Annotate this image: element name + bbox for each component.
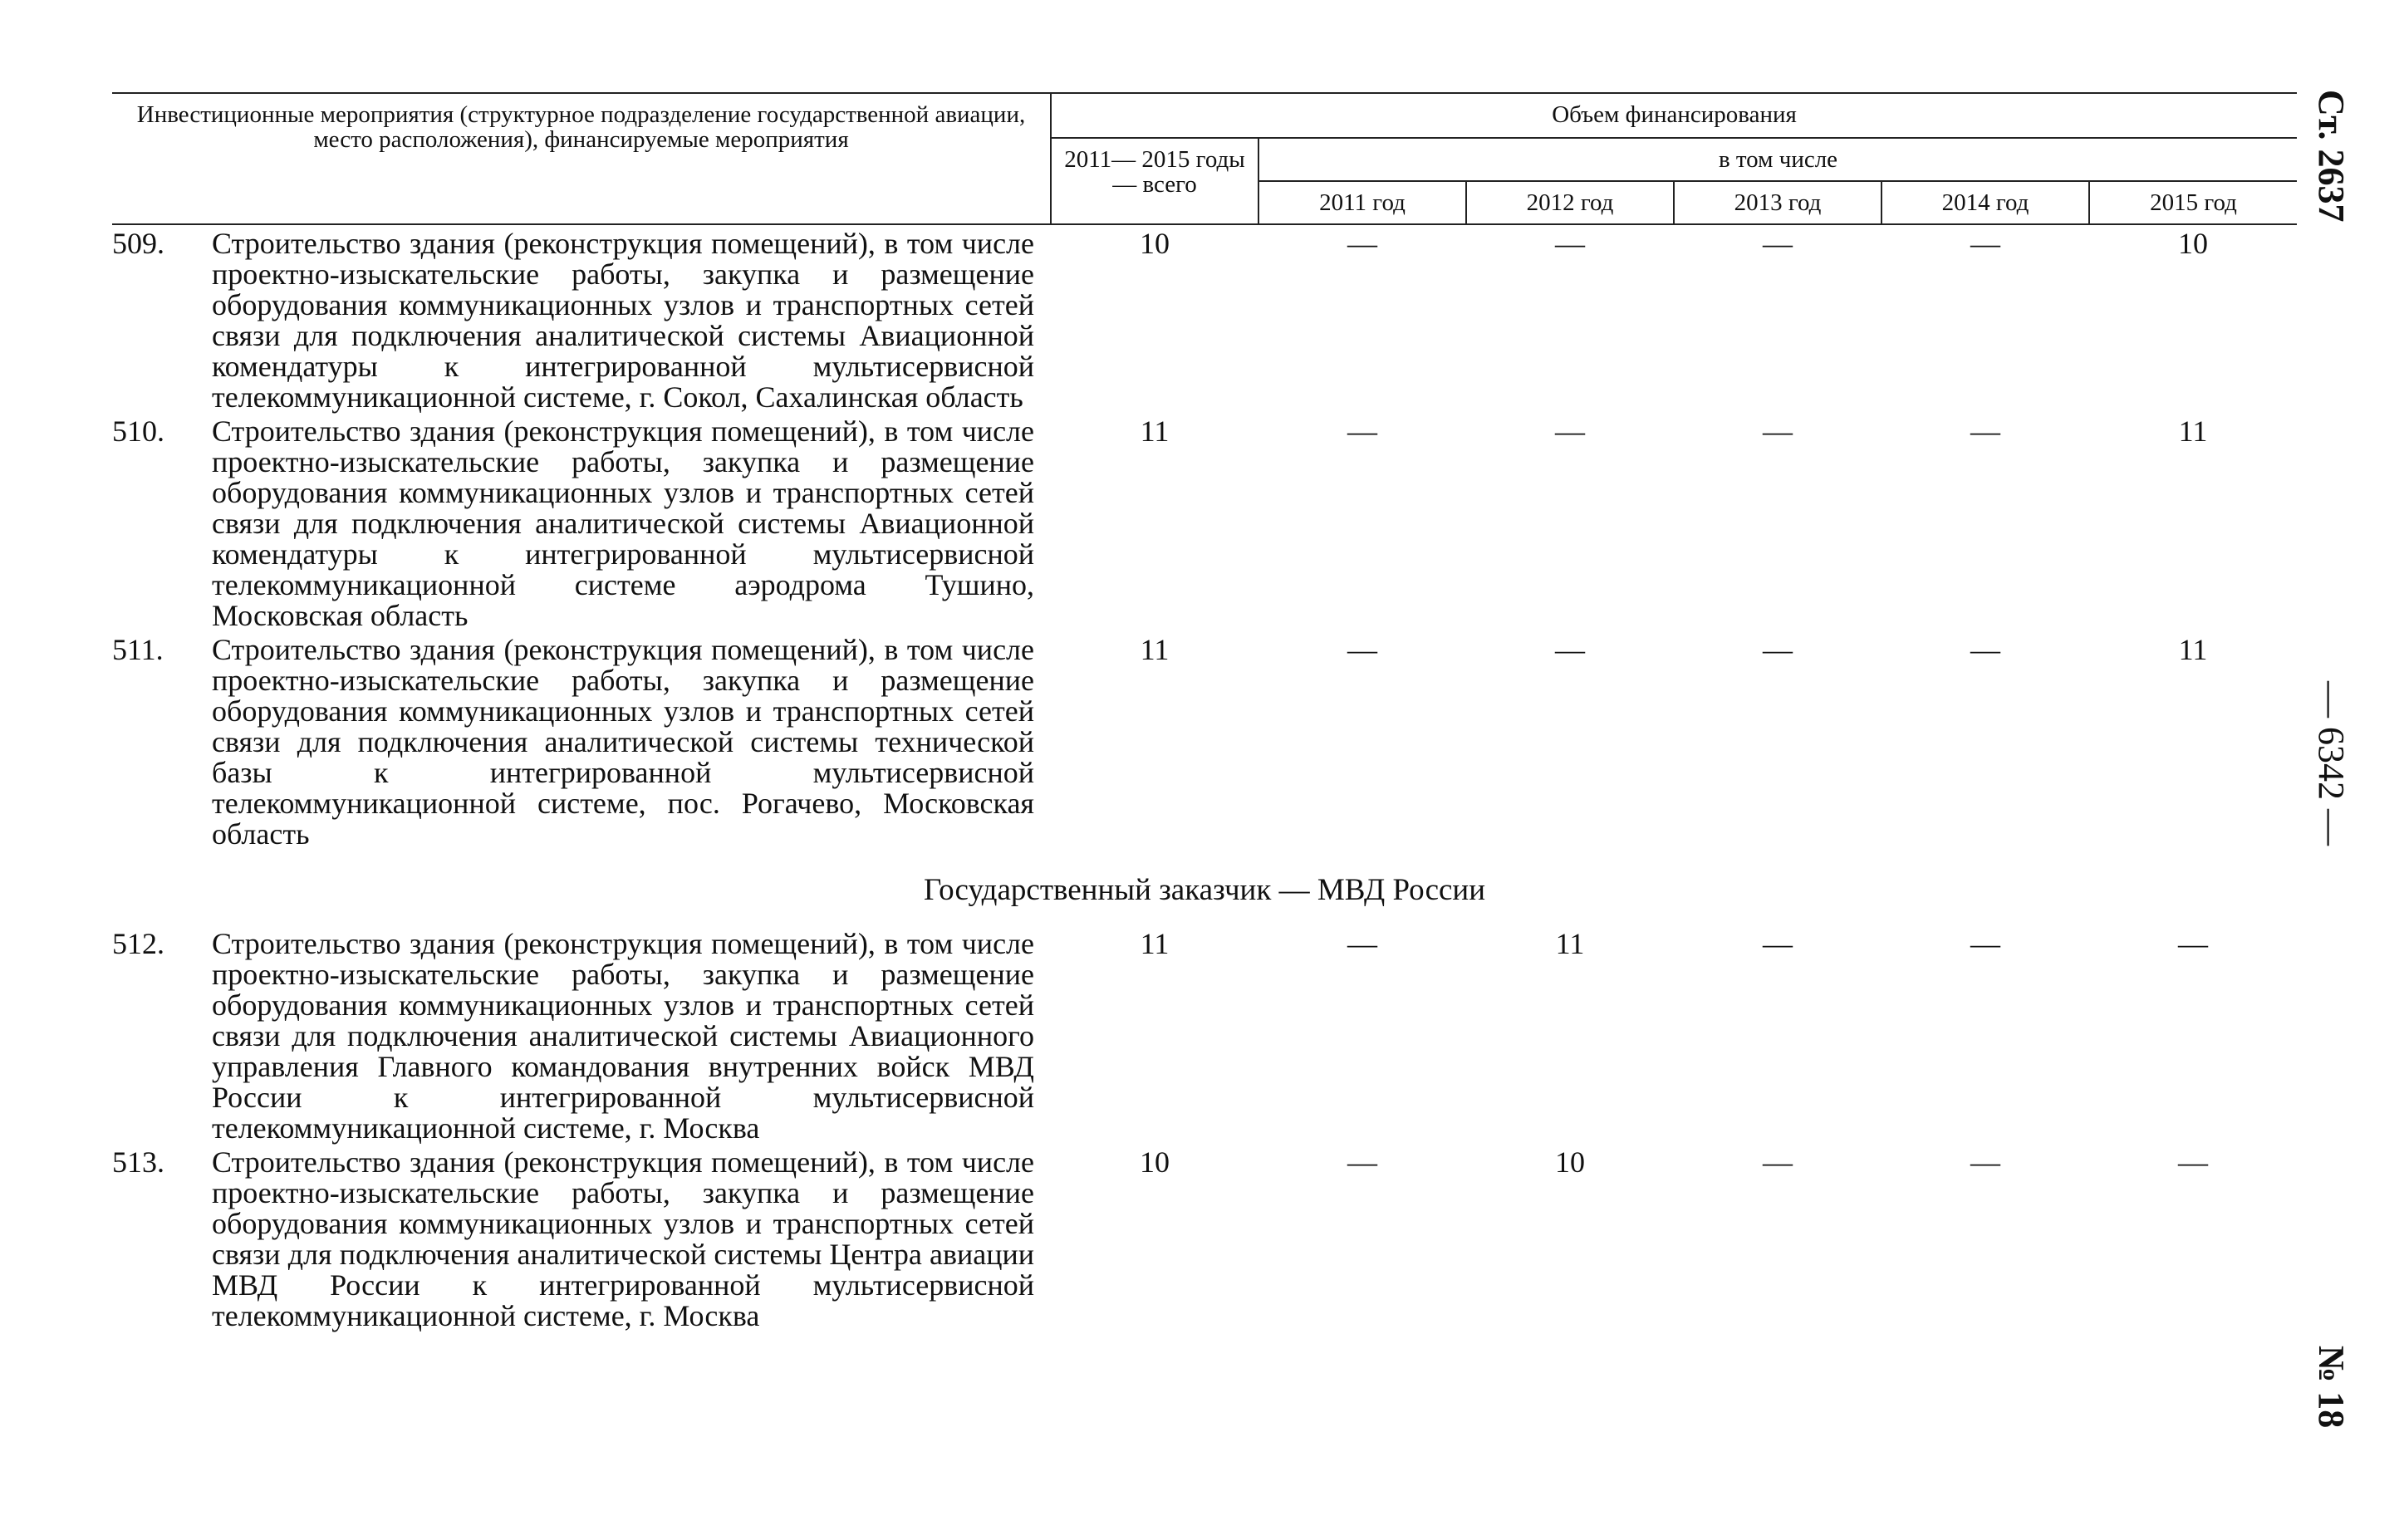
row-2011: — [1347, 227, 1377, 260]
row-2012: 11 [1555, 927, 1585, 960]
row-description [112, 413, 1051, 631]
row-2011: — [1347, 927, 1377, 960]
row-text: Строительство здания (реконструкция помещений), в том числе проектно-изыскательские работы, закупка и размещение оборудования коммуникационных узлов и транспортных сетей связи для подключения аналитической системы Авиационной комендатуры к интегрированной мультисервисной телекоммуникационной системе аэродрома Тушино, Московская область [212, 414, 1034, 632]
row-number: 509. [112, 227, 164, 260]
row-2015: 10 [2178, 227, 2209, 260]
row-2014: — [1970, 633, 2000, 666]
row-total: 10 [1140, 1145, 1170, 1179]
row-text: Строительство здания (реконструкция помещений), в том числе проектно-изыскательские работы, закупка и размещение оборудования коммуникационных узлов и транспортных сетей связи для подключения аналитической системы Авиационной комендатуры к интегрированной мультисервисной телекоммуникационной системе, г. Сокол, Сахалинская область [212, 227, 1034, 414]
row-2013: — [1763, 227, 1793, 260]
row-2014: — [1970, 1145, 2000, 1179]
row-2013: — [1763, 1145, 1793, 1179]
header-year-2014: 2014 год [1881, 181, 2089, 224]
row-description [112, 631, 1051, 850]
row-number: 511. [112, 633, 164, 666]
row-description [112, 224, 1051, 413]
row-2015: 11 [2178, 633, 2208, 666]
row-2014: — [1970, 227, 2000, 260]
row-2015: — [2178, 927, 2209, 960]
row-text: Строительство здания (реконструкция помещений), в том числе проектно-изыскательские работы, закупка и размещение оборудования коммуникационных узлов и транспортных сетей связи для подключения аналитической системы Авиационного управления Главного командования внутренних войск МВД России к интегрированной мультисервисной телекоммуникационной системе, г. Москва [212, 927, 1034, 1145]
row-number: 512. [112, 927, 164, 960]
row-2015: 11 [2178, 414, 2208, 448]
row-text: Строительство здания (реконструкция помещений), в том числе проектно-изыскательские работы, закупка и размещение оборудования коммуникационных узлов и транспортных сетей связи для подключения аналитической системы Центра авиации МВД России к интегрированной мультисервисной телекоммуникационной системе, г. Москва [212, 1145, 1034, 1332]
row-2013: — [1763, 927, 1793, 960]
header-year-2015: 2015 год [2089, 181, 2297, 224]
section-title: Государственный заказчик — МВД России [924, 873, 1486, 907]
row-2013: — [1763, 633, 1793, 666]
header-year-2011: 2011 год [1258, 181, 1466, 224]
row-total: 11 [1140, 633, 1170, 666]
row-text: Строительство здания (реконструкция помещений), в том числе проектно-изыскательские работы, закупка и размещение оборудования коммуникационных узлов и транспортных сетей связи для подключения аналитической системы технической базы к интегрированной мультисервисной телекоммуникационной системе, пос. Рогачево, Московская область [212, 633, 1034, 851]
section-row [112, 850, 2297, 925]
financing-table [112, 92, 2297, 1332]
header-total: 2011— 2015 годы — всего [1051, 138, 1258, 224]
row-total: 10 [1140, 227, 1170, 260]
header-including: в том числе [1258, 138, 2297, 181]
row-2012: 10 [1555, 1145, 1585, 1179]
issue-number: № 18 [2311, 1346, 2352, 1429]
row-number: 510. [112, 414, 164, 448]
row-2014: — [1970, 414, 2000, 448]
row-total: 11 [1140, 414, 1170, 448]
row-description [112, 925, 1051, 1144]
row-2012: — [1555, 227, 1585, 260]
row-2011: — [1347, 1145, 1377, 1179]
row-total: 11 [1140, 927, 1170, 960]
header-volume: Объем финансирования [1051, 93, 2297, 138]
row-2015: — [2178, 1145, 2209, 1179]
header-year-2013: 2013 год [1674, 181, 1881, 224]
row-2012: — [1555, 633, 1585, 666]
row-description [112, 1144, 1051, 1332]
row-2013: — [1763, 414, 1793, 448]
table-row [112, 925, 2297, 1144]
header-year-2012: 2012 год [1466, 181, 1674, 224]
table-row [112, 1144, 2297, 1332]
header-description: Инвестиционные мероприятия (структурное подразделение государственной авиации, место расположения), финансируемые мероприятия [112, 93, 1051, 224]
row-2012: — [1555, 414, 1585, 448]
row-number: 513. [112, 1145, 164, 1179]
row-2014: — [1970, 927, 2000, 960]
table-row [112, 413, 2297, 631]
table-row [112, 224, 2297, 413]
row-2011: — [1347, 414, 1377, 448]
table-row [112, 631, 2297, 850]
row-2011: — [1347, 633, 1377, 666]
article-number: Ст. 2637 [2311, 90, 2352, 223]
page-number: — 6342 — [2311, 681, 2352, 846]
